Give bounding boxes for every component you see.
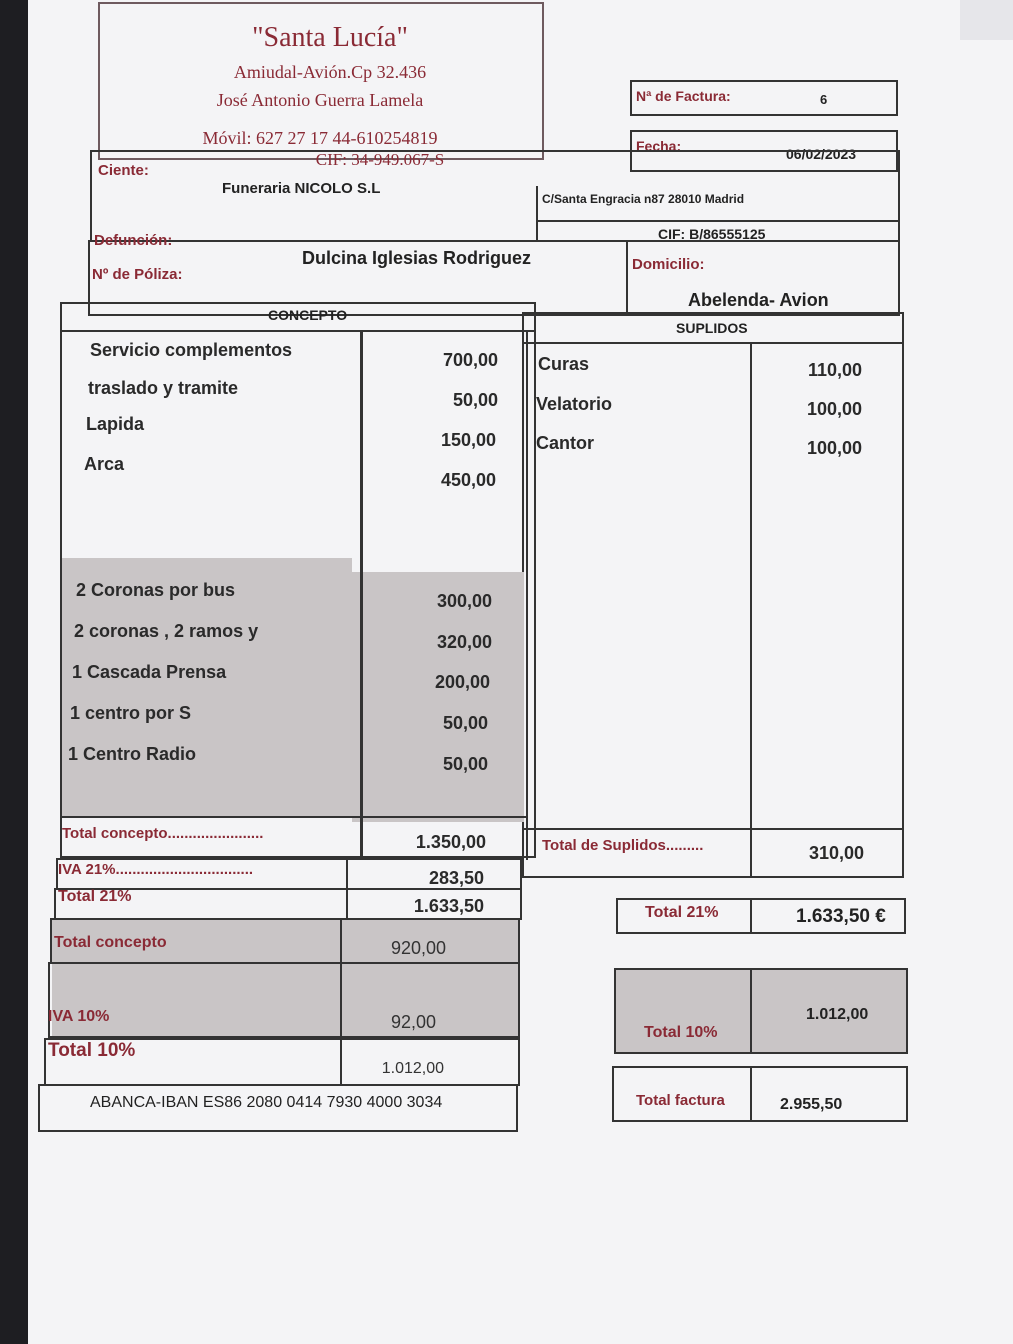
invoice-number-label: Nª de Factura: bbox=[636, 88, 731, 104]
iva10-value: 92,00 bbox=[390, 1012, 436, 1032]
company-name: "Santa Lucía" bbox=[252, 22, 408, 53]
concepto-10-item-3-amount: 200,00 bbox=[434, 672, 490, 692]
concepto-item-3-amount: 150,00 bbox=[440, 430, 496, 450]
total21-label: Total 21% bbox=[58, 888, 132, 905]
concepto-10-item-4-label: 1 centro por S bbox=[70, 703, 192, 723]
company-address: Amiudal-Avión.Cp 32.436 bbox=[233, 62, 427, 82]
suplidos-header-line bbox=[524, 342, 902, 344]
concepto-10-item-3-label: 1 Cascada Prensa bbox=[72, 662, 227, 682]
suplidos-total-label: Total de Suplidos......... bbox=[542, 837, 704, 854]
client-name: Funeraria NICOLO S.L bbox=[222, 180, 381, 197]
suplidos-item-3-label: Cantor bbox=[536, 433, 594, 453]
suplidos-item-1-label: Curas bbox=[538, 354, 590, 374]
summary-total21-label: Total 21% bbox=[645, 904, 719, 921]
suplidos-header: SUPLIDOS bbox=[676, 320, 748, 336]
totals-top-line bbox=[60, 816, 526, 818]
total-concepto10-label: Total concepto bbox=[54, 934, 167, 951]
client-address: C/Santa Engracia n87 28010 Madrid bbox=[542, 192, 745, 206]
concepto-10-item-1-amount: 300,00 bbox=[436, 591, 492, 611]
policy-label: Nº de Póliza: bbox=[92, 266, 183, 283]
company-owner: José Antonio Guerra Lamela bbox=[216, 90, 424, 110]
concepto-10-item-2-label: 2 coronas , 2 ramos y bbox=[74, 621, 259, 641]
total21-value: 1.633,50 bbox=[413, 896, 484, 916]
concepto-10-item-2-amount: 320,00 bbox=[436, 632, 492, 652]
total-concepto-value: 1.350,00 bbox=[415, 832, 486, 852]
suplidos-item-1-amount: 110,00 bbox=[807, 360, 862, 380]
deceased-label: Defunción: bbox=[94, 232, 173, 249]
concepto-col-divider bbox=[360, 330, 363, 860]
concepto-item-1-label: Servicio complementos bbox=[90, 340, 293, 360]
total10-label: Total 10% bbox=[48, 1040, 136, 1061]
summary-total10-label: Total 10% bbox=[644, 1024, 718, 1041]
total-concepto10-value: 920,00 bbox=[390, 938, 446, 958]
summary-total21-divider bbox=[750, 898, 752, 934]
concepto-10-item-4-amount: 50,00 bbox=[442, 713, 488, 733]
concepto-item-1-amount: 700,00 bbox=[442, 350, 498, 370]
summary-total10-divider bbox=[750, 968, 752, 1054]
invoice-number-value: 6 bbox=[820, 92, 828, 107]
domicile-value: Abelenda- Avion bbox=[688, 290, 829, 310]
concepto-item-3-label: Lapida bbox=[86, 414, 145, 434]
concepto-10-item-5-label: 1 Centro Radio bbox=[68, 744, 197, 764]
concepto-header: CONCEPTO bbox=[268, 307, 348, 323]
concepto-item-4-label: Arca bbox=[84, 454, 125, 474]
concepto-item-2-amount: 50,00 bbox=[452, 390, 498, 410]
invoice-date-label: Fecha: bbox=[636, 138, 682, 154]
concepto-10-item-5-amount: 50,00 bbox=[442, 754, 488, 774]
concepto-item-4-amount: 450,00 bbox=[440, 470, 496, 490]
summary-total10-value: 1.012,00 bbox=[806, 1006, 869, 1023]
iban-text: ABANCA-IBAN ES86 2080 0414 7930 4000 3034 bbox=[90, 1094, 443, 1111]
client-address-line bbox=[536, 220, 900, 222]
suplidos-col-divider bbox=[750, 342, 752, 876]
iva21-value: 283,50 bbox=[428, 868, 484, 888]
suplidos-item-2-label: Velatorio bbox=[536, 394, 613, 414]
suplidos-item-2-amount: 100,00 bbox=[806, 399, 862, 419]
invoice-date-value: 06/02/2023 bbox=[786, 146, 857, 162]
invoice-total-divider bbox=[750, 1066, 752, 1122]
concepto-right-edge bbox=[526, 330, 528, 860]
suplidos-total-top-line bbox=[524, 828, 904, 830]
client-label: Ciente: bbox=[98, 162, 149, 179]
company-phone: Móvil: 627 27 17 44-610254819 bbox=[202, 128, 438, 148]
total10-value: 1.012,00 bbox=[381, 1060, 444, 1077]
concepto-item-2-label: traslado y tramite bbox=[88, 378, 239, 398]
total-concepto-label: Total concepto....................... bbox=[62, 825, 264, 842]
concepto-10-item-1-label: 2 Coronas por bus bbox=[76, 580, 236, 600]
suplidos-total-value: 310,00 bbox=[808, 843, 864, 863]
invoice-total-label: Total factura bbox=[636, 1092, 725, 1109]
domicile-label: Domicilio: bbox=[632, 256, 705, 273]
company-cif: CIF: 34-949.067-S bbox=[315, 150, 445, 169]
deceased-divider bbox=[626, 240, 628, 316]
invoice-total-value: 2.955,50 bbox=[780, 1096, 843, 1113]
client-cif: CIF: B/86555125 bbox=[658, 226, 766, 242]
iva10-label: IVA 10% bbox=[48, 1008, 110, 1025]
suplidos-item-3-amount: 100,00 bbox=[806, 438, 862, 458]
iva21-label: IVA 21%................................. bbox=[58, 861, 254, 878]
client-divider bbox=[536, 186, 538, 242]
summary-total21-value: 1.633,50 € bbox=[796, 906, 886, 927]
concepto-header-line bbox=[62, 330, 534, 332]
iva10-row bbox=[48, 962, 520, 1038]
deceased-name: Dulcina Iglesias Rodriguez bbox=[302, 248, 532, 268]
client-box bbox=[90, 150, 900, 242]
paper-stack bbox=[960, 0, 1013, 40]
